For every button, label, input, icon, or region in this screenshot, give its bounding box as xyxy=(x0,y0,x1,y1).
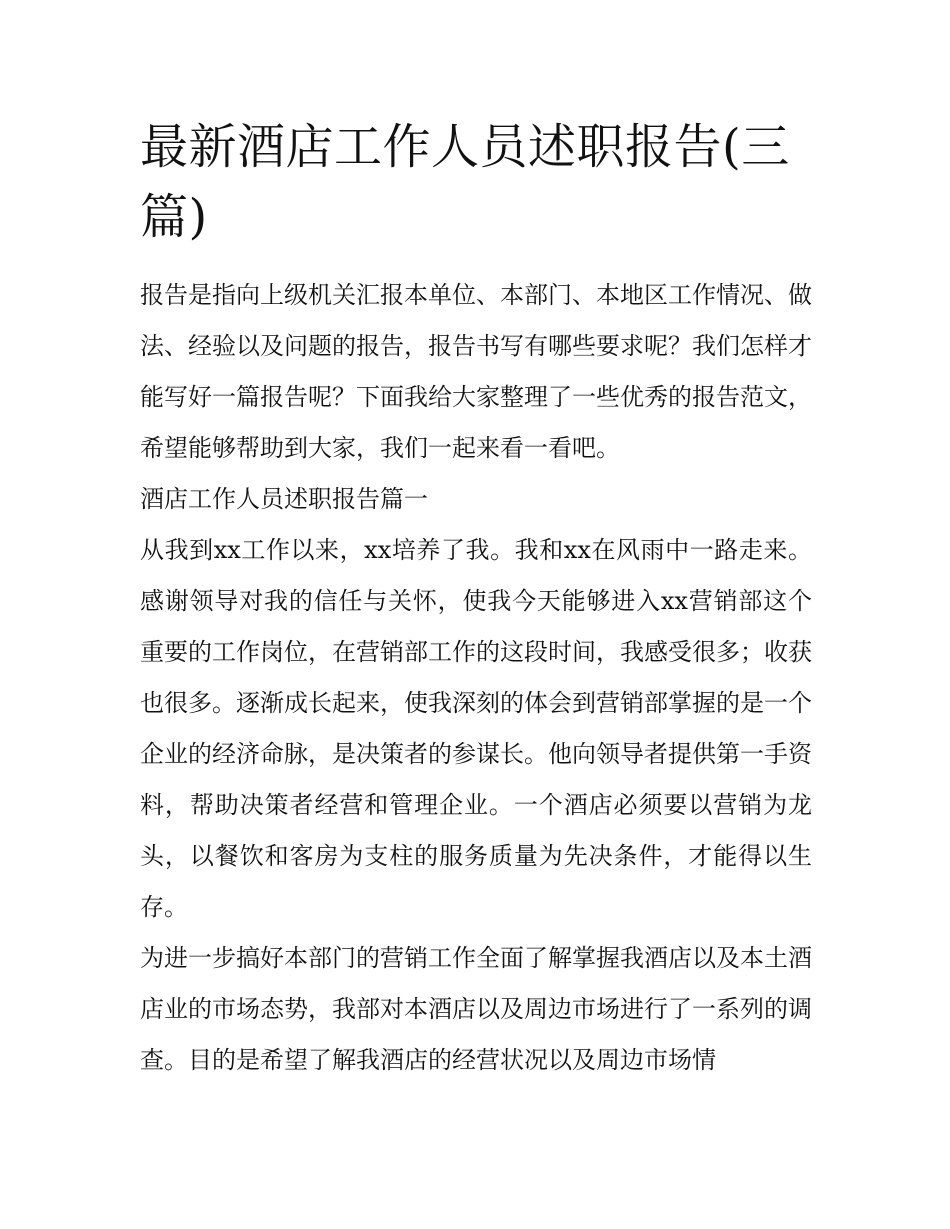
body-paragraph-1: 从我到xx工作以来，xx培养了我。我和xx在风雨中一路走来。感谢领导对我的信任与关怀，使我今天能够进入xx营销部这个重要的工作岗位，在营销部工作的这段时间，我感受很多；收获也很多。逐渐成长起来，使我深刻的体会到营销部掌握的是一个企业的经济命脉，是决策者的参谋长。他向领导者提供第一手资料，帮助决策者经营和管理企业。一个酒店必须要以营销为龙头，以餐饮和客房为支柱的服务质量为先决条件，才能得以生存。 xyxy=(140,536,812,921)
body-paragraph-2: 为进一步搞好本部门的营销工作全面了解掌握我酒店以及本土酒店业的市场态势，我部对本酒店以及周边市场进行了一系列的调查。目的是希望了解我酒店的经营状况以及周边市场情 xyxy=(140,944,812,1074)
document-page xyxy=(140,112,812,1086)
section-heading: 酒店工作人员述职报告篇一 xyxy=(140,485,428,513)
document-title: 最新酒店工作人员述职报告(三篇) xyxy=(140,119,790,245)
document-body xyxy=(140,270,812,1086)
intro-paragraph: 报告是指向上级机关汇报本单位、本部门、本地区工作情况、做法、经验以及问题的报告，报告书写有哪些要求呢？我们怎样才能写好一篇报告呢？下面我给大家整理了一些优秀的报告范文，希望能够帮助到大家，我们一起来看一看吧。 xyxy=(140,281,812,462)
